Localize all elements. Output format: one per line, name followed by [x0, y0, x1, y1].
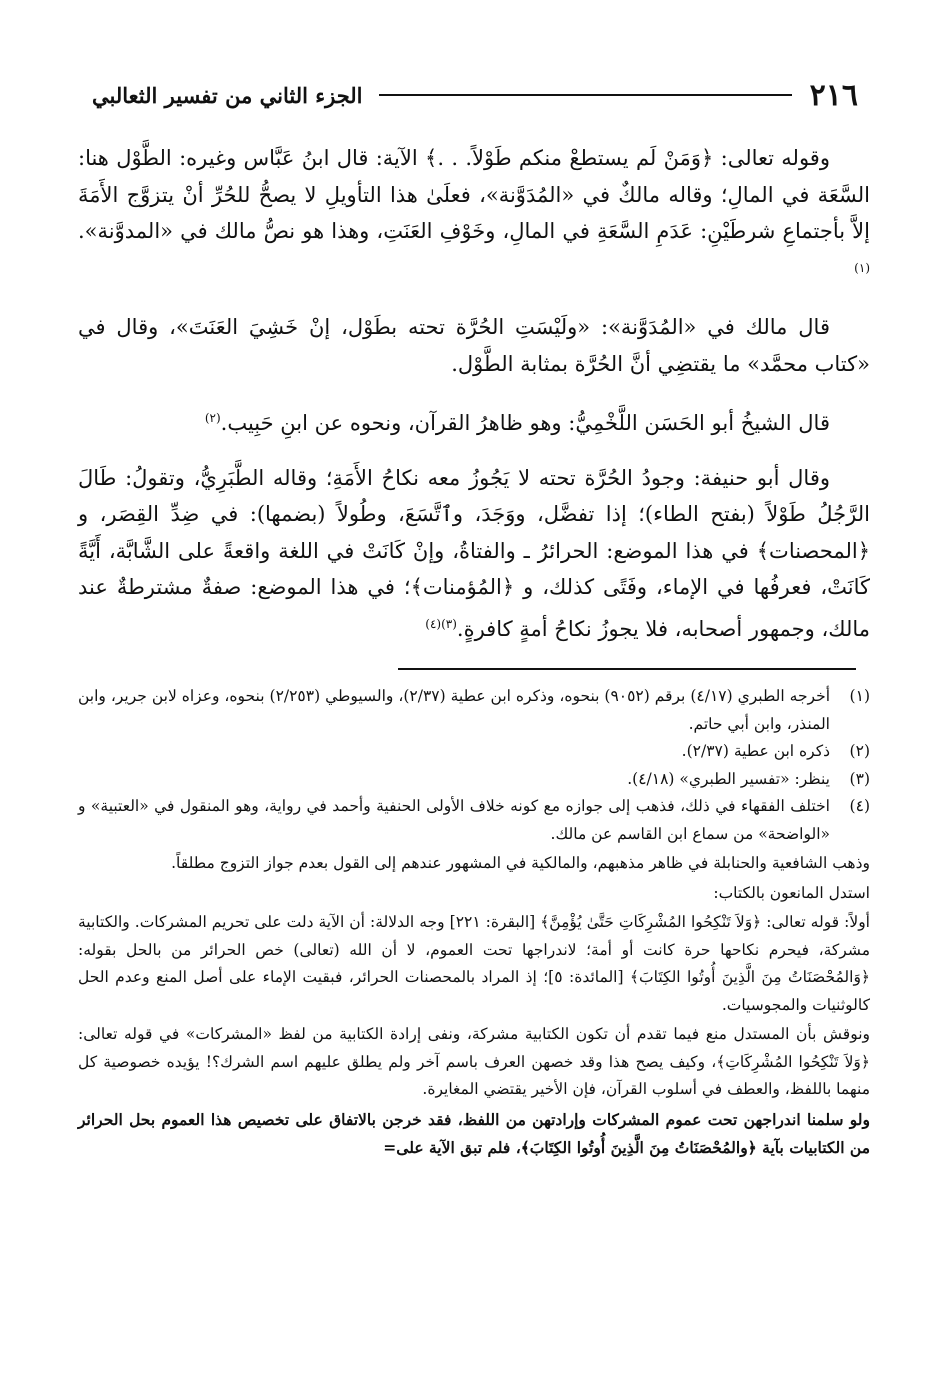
- footnote-text: ينظر: «تفسير الطبري» (٤/١٨).: [627, 769, 830, 788]
- footnote-number: (١): [849, 687, 870, 705]
- footnote-2: [78, 738, 870, 766]
- footnote-text: اختلف الفقهاء في ذلك، فذهب إلى جوازه مع كونه خلاف الأولى الحنفية وأحمد في رواية، وهو المنقول في «العتبية» و «الواضحة» من سماع ابن القاسم عن مالك.: [78, 797, 830, 843]
- footnote-text: أخرجه الطبري (٤/١٧) برقم (٩٠٥٢) بنحوه، وذكره ابن عطية (٢/٣٧)، والسيوطي (٢/٢٥٣) بنحوه، وعزاه لابن جرير، وابن المنذر، وابن أبي حاتم.: [78, 687, 831, 733]
- paragraph-1-text: وقوله تعالى: ﴿وَمَنْ لَم يستطعْ منكم طَوْلاً. . .﴾ الآية: قال ابنُ عَبَّاس وغيره: الطَّوْل هنا: السَّعَة في المالِ؛ وقاله مالكٌ في «المُدَوَّنة»، فعلَىٰ هذا التأويلِ لا يصحُّ للحُرِّ أنْ يتزوَّج الأَمَةَ إلاَّ بأجتماعِ شرطَيْنِ: عَدَمِ السَّعَةِ في المالِ، وخَوْفِ العَنَتِ، وهذا هو نصُّ مالك في «المدوَّنة».: [78, 146, 870, 243]
- footnote-1: [78, 683, 870, 738]
- footnote-ref-4: (٤): [425, 616, 442, 631]
- footnote-text: ذكره ابن عطية (٢/٣٧).: [681, 742, 830, 760]
- footnote-4: [78, 793, 870, 848]
- footnote-4-last-text: ولو سلمنا اندراجهن تحت عموم المشركات وإرادتهن من اللفظ، فقد خرجن بالاتفاق على تخصيص هذا العموم بحل الحرائر من الكتابيات بآية ﴿والمُحْصَنَاتُ مِنَ الَّذِينَ أُوتُوا الكِتَابَ﴾، فلم تبق الآية على: [78, 1109, 870, 1157]
- footnote-number: (٢): [849, 742, 870, 760]
- paragraph-4-text: وقال أبو حنيفة: وجودُ الحُرَّة تحته لا يَجُوزُ معه نكاحُ الأَمَةِ؛ وقاله الطَّبَرِيُّ، وتقولُ: طَالَ الرَّجُلُ طَوْلاً (بفتح الطاء)؛ إذا تفضَّل، ووَجَدَ، وٱتَّسَعَ، وطُولاً (بضمها): في ضِدِّ القِصَر، و ﴿المحصنات﴾ في هذا الموضع: الحرائرُ ـ والفتاةُ، وإنْ كَانَتْ في اللغة واقعةً على الشَّابَّة، أَيَّةً كَانَتْ، فعرفُها في الإماء، وفَتًى كذلك، و ﴿المُؤمنات﴾؛ في هذا الموضع: صفةٌ مشترطةٌ عند مالك، وجمهور أصحابه، فلا يجوزُ نكاحُ أمةٍ كافرةٍ.: [78, 465, 870, 641]
- footnote-number: (٣): [849, 769, 870, 788]
- footnote-4-continuation: [78, 850, 870, 1163]
- page-header: [92, 72, 858, 118]
- footnote-4-paragraph: ونوقش بأن المستدل منع فيما تقدم أن تكون الكتابية مشركة، ونفى إرادة الكتابية من لفظ «المشركات» في قوله تعالى: ﴿وَلاَ تَنْكِحُوا المُشْرِكَاتِ﴾، وكيف يصح هذا وقد خصهن العرف باسم آخر ولم يطلق عليهم اسم الشرك؟! يؤيده خصوصية كل منهما باللفظ، والعطف في أسلوب القرآن، فإن الأخير يقتضي المغايرة.: [78, 1025, 870, 1098]
- paragraph-2-text: قال مالك في «المُدَوَّنة»: «ولَيْسَتِ الحُرَّة تحته بطَوْل، إنْ خَشِيَ العَنَتَ»، وقال في «كتاب محمَّد» ما يقتضِي أنَّ الحُرَّة بمثابة الطَّوْل.: [78, 315, 870, 376]
- footnote-ref-1: (١): [854, 260, 870, 275]
- paragraph-4: [78, 460, 870, 648]
- footnote-number: (٤): [849, 797, 870, 815]
- main-text: [78, 140, 870, 665]
- paragraph-2: [78, 309, 870, 382]
- paragraph-3-text: قال الشيخُ أبو الحَسَن اللَّخْمِيُّ: وهو ظاهرُ القرآن، ونحوه عن ابنِ حَبِيب.: [220, 411, 830, 435]
- footnote-3: [78, 766, 870, 794]
- header-rule: [379, 94, 792, 96]
- footnotes: [78, 683, 870, 1163]
- footnote-ref-2: (٢): [204, 411, 221, 425]
- continuation-mark: =: [383, 1138, 397, 1157]
- footnote-ref-3: (٣): [441, 616, 457, 631]
- page-number: ٢١٦: [809, 77, 858, 113]
- paragraph-1: [78, 140, 870, 291]
- footnote-4-paragraph: استدل المانعون بالكتاب:: [713, 883, 870, 902]
- footnote-4-paragraph-last: [78, 1106, 870, 1163]
- footnote-4-paragraph: وذهب الشافعية والحنابلة في ظاهر مذهبهم، والمالكية في المشهور عندهم إلى القول بعدم جواز التزوج مطلقاً.: [171, 854, 870, 872]
- footnote-separator: [398, 668, 856, 670]
- paragraph-3: [78, 400, 870, 442]
- running-title: الجزء الثاني من تفسير الثعالبي: [92, 82, 363, 108]
- footnote-4-paragraph: أولاً: قوله تعالى: ﴿وَلاَ تَنْكِحُوا المُشْرِكَاتِ حَتَّىٰ يُؤْمِنَّ﴾ [البقرة: ٢٢١] وجه الدلالة: أن الآية دلت على تحريم المشركات. والكتابية مشركة، فيحرم نكاحها حرة كانت أو أمة؛ لاندراجها تحت العموم، لا أن الله (تعالى) خص الحرائر من بالحل بقوله: ﴿وَالمُحْصَنَاتُ مِنَ الَّذِينَ أُوتُوا الكِتَابَ﴾ [المائدة: ٥]؛ إذ المراد بالمحصنات الحرائر، فبقيت الإماء على أصل المنع وعدم الحل كالوثنيات والمجوسيات.: [78, 913, 871, 1014]
